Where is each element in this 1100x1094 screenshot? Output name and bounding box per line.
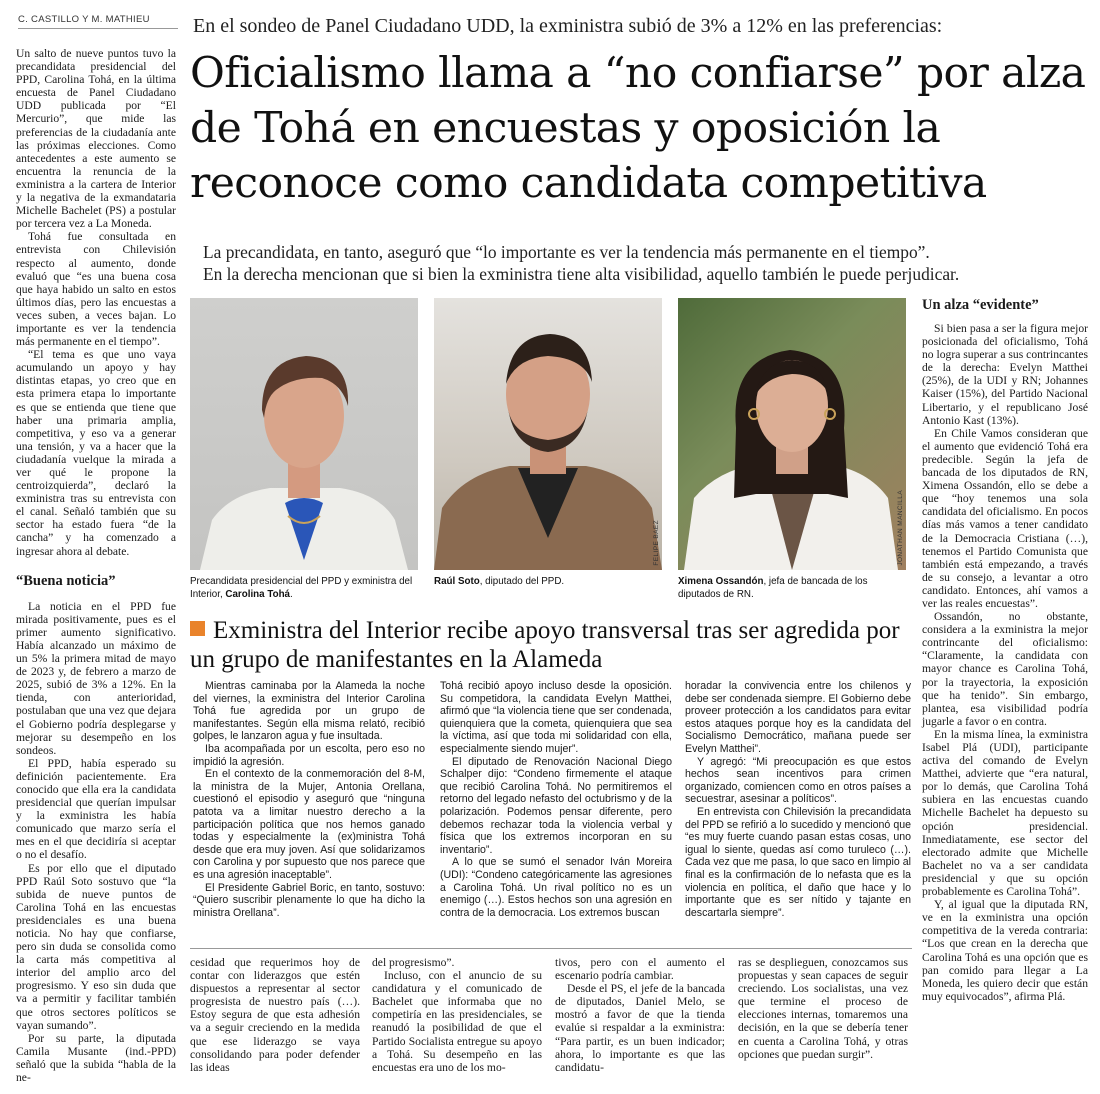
article-paragraph: El PPD, había esperado su definición pacientemente. Era conocido que ella era la candidata presidencial que querían impulsar y la exministra les había comunicado que marzo sería el mes en el que decidiría si aceptar o no el desafío. xyxy=(16,756,176,862)
photo-raul-soto xyxy=(434,298,662,570)
caption-text: , diputado del PPD. xyxy=(479,576,565,587)
article-paragraph: La noticia en el PPD fue mirada positivamente, pues es el primer aumento significativo. Había alcanzado un máximo de un 5% la primera mitad de mayo de 2023 y, de febrero a marzo de 2025, subió de 3% a 12%. En la tienda, con anterioridad, postulaban que una vez que dejara el Gobierno podría desplegarse y mejorar su desempeño en los sondeos. xyxy=(16,599,176,757)
article-paragraph: Ossandón, no obstante, considera a la exministra la mejor contrincante del oficialismo: “Claramente, la candidata con mayor chance es Carolina Tohá, por la trayectoria, la exposición que ha tenido”. Sin embargo, plantea, esa visibilidad podría jugarle a favor o en contra. xyxy=(922,610,1088,728)
caption-end: . xyxy=(290,588,293,600)
portrait-woman-icon xyxy=(190,298,418,570)
box-column-2 xyxy=(440,680,672,919)
box-paragraph: Mientras caminaba por la Alameda la noche del viernes, la exministra del Interior Carolina Tohá fue agredida por un grupo de manifestantes. Según ella misma relató, recibió golpes, le lanzaron agua y fue insultada. xyxy=(193,680,425,743)
caption-text: Precandidata presidencial del PPD y exministra del Interior, xyxy=(190,576,413,600)
box-paragraph: Iba acompañada por un escolta, pero eso no impidió la agresión. xyxy=(193,742,425,768)
box-paragraph: A lo que se sumó el senador Iván Moreira (UDI): “Condeno categóricamente las agresiones a Carolina Tohá. Un rival político no es un enemigo (…). Estos hechos son una agresión en contra de la democracia. Los extremos buscan xyxy=(440,856,672,919)
caption-name: Ximena Ossandón xyxy=(678,576,764,587)
photo-credit: FELIPE BAEZ xyxy=(653,520,660,566)
box-title-text: Exministra del Interior recibe apoyo transversal tras ser agredida por un grupo de manifestantes en la Alameda xyxy=(190,617,900,673)
box-paragraph: Y agregó: “Mi preocupación es que estos hechos sean incentivos para crimen organizado, comiencen como en otros países a secuestrar, asesinar a políticos”. xyxy=(685,755,911,806)
box-divider xyxy=(190,948,912,949)
article-paragraph: “El tema es que uno vaya acumulando un apoyo y hay distintas etapas, yo creo que en esta primera etapa lo importante es que se entienda que tiene que haber una primaria amplia, competitiva, y eso va a generar una tensión, y va a hacer que la ciudadanía vuelque la mirada a ver qué le propone la centroizquierda”, declaró la exministra tras su entrevista con el canal. Señaló también que su sector ha estado fuera “de la cancha” y ha comenzado a ingresar ahora al debate. xyxy=(16,348,176,558)
box-paragraph: Tohá recibió apoyo incluso desde la oposición. Su competidora, la candidata Evelyn Matthei, afirmó que “la violencia tiene que ser condenada, quienquiera que la cometa, quienquiera que sea la víctima, así que toda mi solidaridad con ella, especialmente siendo mujer”. xyxy=(440,680,672,755)
bottom-column-1 xyxy=(190,956,360,1074)
caption-name: Raúl Soto xyxy=(434,576,480,587)
deck-line-2: En la derecha mencionan que si bien la exministra tiene alta visibilidad, aquello también le puede perjudicar. xyxy=(203,263,960,284)
portrait-woman-icon xyxy=(678,298,906,570)
box-column-1 xyxy=(193,680,425,919)
article-paragraph: En Chile Vamos consideran que el aumento que evidenció Tohá era predecible. Según la jefa de bancada de los diputados de RN, Ximena Ossandón, ello se debe a que “hoy tenemos una sola candidata del oficialismo. En pocos días más vamos a tener candidato de la Democracia Cristiana (…), tenemos el Partido Comunista que también está empezando, a través de su consejo, a levantar a otro candidato. Entonces, ahí vamos a ver las reales encuestas”. xyxy=(922,426,1088,610)
photo-ximena-ossandon xyxy=(678,298,906,570)
photo-carolina-toha xyxy=(190,298,418,570)
box-title xyxy=(190,616,910,674)
left-column xyxy=(16,47,176,1084)
bottom-column-2 xyxy=(372,956,542,1074)
deck xyxy=(203,242,1093,285)
bottom-column-3 xyxy=(555,956,725,1074)
box-paragraph: En el contexto de la conmemoración del 8-M, la ministra de la Mujer, Antonia Orellana, cuestionó el episodio y aseguró que “ninguna patota va a limitar nuestro derecho a la participación política que nos hemos ganado todas y especialmente la (ex)ministra Tohá desde que era muy joven. Así que solidarizamos con Carolina y por supuesto que nos parece que es una agresión inaceptable”. xyxy=(193,768,425,881)
caption-carolina-toha xyxy=(190,576,420,601)
caption-ximena-ossandon xyxy=(678,576,908,601)
article-paragraph: tivos, pero con el aumento el escenario podría cambiar. xyxy=(555,956,725,983)
article-paragraph: Y, al igual que la diputada RN, ve en la exministra una opción competitiva de la vereda contraria: “Los que crean en la derecha que Carolina Tohá es una opción que es pan comido para llegar a La Moneda, les quiero decir que están muy equivocados”, afirma Plá. xyxy=(922,898,1088,1003)
article-paragraph: Desde el PS, el jefe de la bancada de diputados, Daniel Melo, se mostró a favor de que la tienda evalúe si respaldar a la exministra: “Para partir, es un buen indicador; ahora, lo importante es que las candidatu- xyxy=(555,982,725,1074)
caption-raul-soto xyxy=(434,576,664,589)
article-paragraph: cesidad que requerimos hoy de contar con liderazgos que estén dispuestos a representar al sector progresista de nuestro país (…). Estoy segura de que esta adhesión va a seguir creciendo en la medida que ese liderazgo se vaya consolidando para poder defender las ideas xyxy=(190,956,360,1074)
article-paragraph: En la misma línea, la exministra Isabel Plá (UDI), participante activa del comando de Evelyn Matthei, advierte que “era natural, por lo demás, que Carolina Tohá subiera en las encuestas cuando Michelle Bachelet ha depuesto su opción presidencial. Inmediatamente, ese sector del electorado admite que Michelle Bachelet no va a ser candidata presidencial y que su opción probablemente es Carolina Tohá”. xyxy=(922,727,1088,899)
right-column xyxy=(922,296,1088,1003)
kicker: En el sondeo de Panel Ciudadano UDD, la exministra subió de 3% a 12% en las preferencias: xyxy=(193,15,943,37)
subhead-buena-noticia: “Buena noticia” xyxy=(16,572,116,589)
box-column-3 xyxy=(685,680,911,919)
photo-credit: JONATHAN MANCILLA xyxy=(897,490,904,566)
subhead-alza-evidente: Un alza “evidente” xyxy=(922,297,1039,313)
orange-square-icon xyxy=(190,621,205,636)
article-paragraph: Es por ello que el diputado PPD Raúl Soto sostuvo que “la subida de nueve puntos de Carolina Tohá en las encuestas presidenciales es una buena noticia. No hay que confiarse, pero sin duda se consolida como la carta más competitiva al interior del amplio arco del progresismo. Y eso sin duda que va a permitir y facilitar también que otros sectores políticos se vayan sumando”. xyxy=(16,861,176,1032)
article-paragraph: Por su parte, la diputada Camila Musante (ind.-PPD) señaló que la subida “habla de la ne- xyxy=(16,1031,176,1085)
article-paragraph: Incluso, con el anuncio de su candidatura y el comunicado de Bachelet que informaba que no competiría en las presidenciales, se reanudó la posibilidad de que el Partido Socialista entregue su apoyo a Tohá. Su desempeño en las encuestas era uno de los mo- xyxy=(372,969,542,1074)
article-paragraph: del progresismo”. xyxy=(372,956,455,969)
caption-name: Carolina Tohá xyxy=(225,588,290,600)
article-paragraph: Tohá fue consultada en entrevista con Chilevisión respecto al aumento, donde evaluó que “es una buena cosa que haya habido un salto en estos últimos días, pero las encuestas a veces suben, a veces bajan. Lo importante es ver la tendencia más permanente en el tiempo”. xyxy=(16,230,176,349)
article-paragraph: Un salto de nueve puntos tuvo la precandidata presidencial del PPD, Carolina Tohá, en la última encuesta de Panel Ciudadano UDD publicada por “El Mercurio”, que mide las preferencias de la ciudadanía ante las próximas elecciones. Como antecedentes a este aumento se encuentra la renuncia de la exministra a la cartera de Interior y la negativa de la exmandataria Michelle Bachelet (PS) a postular por tercera vez a La Moneda. xyxy=(16,47,176,231)
headline: Oficialismo llama a “no confiarse” por alza de Tohá en encuestas y oposición la reconoce como candidata competitiva xyxy=(190,49,1086,208)
deck-line-1: La precandidata, en tanto, aseguró que “lo importante es ver la tendencia más permanente en el tiempo”. xyxy=(203,242,930,262)
box-paragraph: horadar la convivencia entre los chilenos y debe ser condenada siempre. El Gobierno debe proveer protección a los candidatos para evitar estos ataques porque hoy es la candidata del Socialismo Democrático, mañana puede ser Evelyn Matthei”. xyxy=(685,680,911,755)
bottom-column-4 xyxy=(738,956,908,1061)
article-paragraph: ras se desplieguen, conozcamos sus propuestas y sean capaces de seguir creciendo. Los socialistas, una vez que termine el proceso de elecciones internas, tomaremos una decisión, en la que se debería tener en cuenta a Carolina Tohá, y otras opciones que puedan surgir”. xyxy=(738,956,908,1061)
byline: C. CASTILLO Y M. MATHIEU xyxy=(18,14,178,29)
article-paragraph: Si bien pasa a ser la figura mejor posicionada del oficialismo, Tohá no logra superar a sus contrincantes de la derecha: Evelyn Matthei (25%), de la UDI y RN; Johannes Kaiser (15%), del Partido Nacional Libertario, y el republicano José Antonio Kast (13%). xyxy=(922,322,1088,427)
caption-text: , jefa de bancada de los diputados de RN. xyxy=(678,576,868,600)
box-paragraph: En entrevista con Chilevisión la precandidata del PPD se refirió a lo sucedido y mencionó que “es muy fuerte cuando pasan estas cosas, uno igual lo siente, quedas así como turuleco (…). Cada vez que me pasa, lo que saco en limpio al final es la confirmación de lo nefasta que es la violencia en política, el daño que hace y lo importante que es ser nítido y tajante en descartarla siempre”. xyxy=(685,805,911,919)
box-paragraph: El Presidente Gabriel Boric, en tanto, sostuvo: “Quiero suscribir plenamente lo que ha dicho la ministra Orellana”. xyxy=(193,881,425,919)
box-paragraph: El diputado de Renovación Nacional Diego Schalper dijo: “Condeno firmemente el ataque que recibió Carolina Tohá. No permitiremos el retorno del legado nefasto del octubrismo y de la polarización. Podemos pensar diferente, pero debemos rechazar toda la violencia verbal y física que los extremos incorporan en su inventario”. xyxy=(440,755,672,856)
portrait-man-icon xyxy=(434,298,662,570)
